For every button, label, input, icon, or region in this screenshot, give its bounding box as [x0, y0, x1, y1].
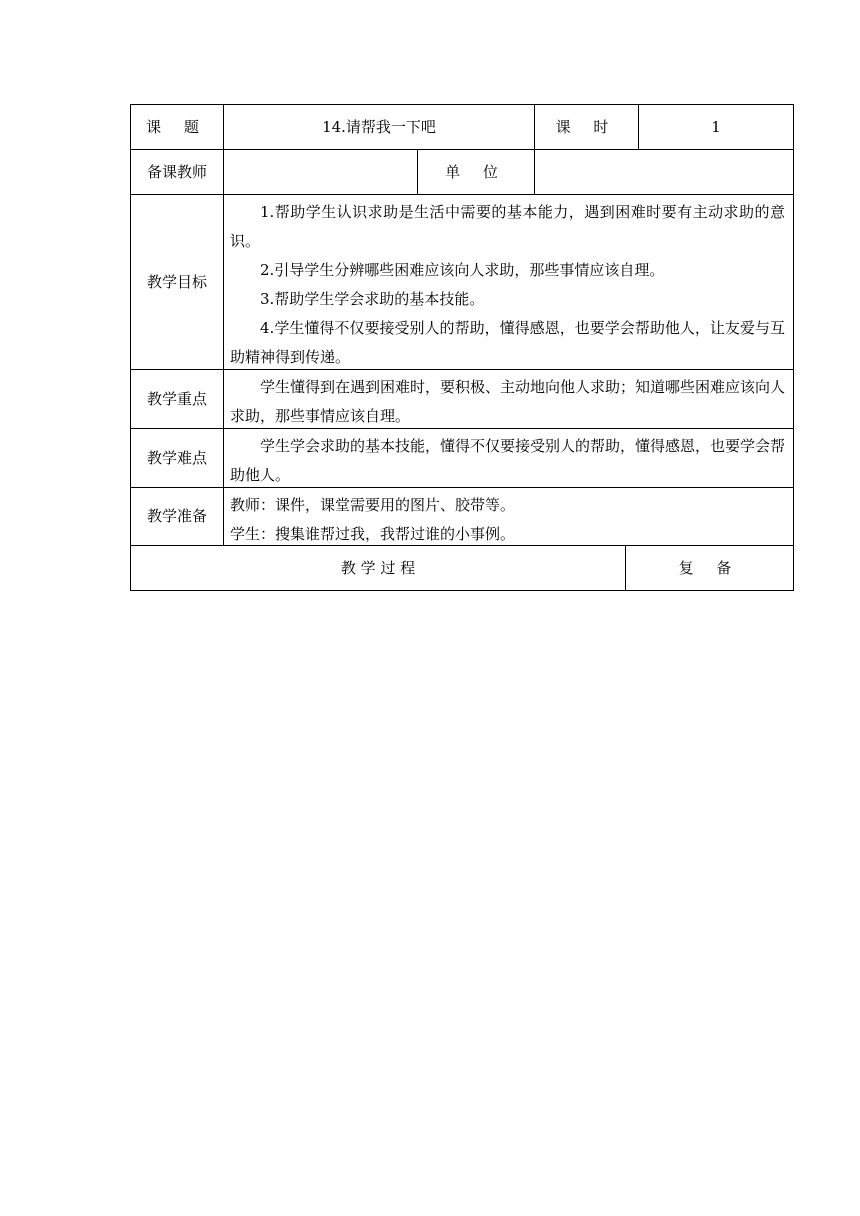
preparation-content — [223, 488, 793, 545]
topic-label-text: 课 题 — [146, 117, 208, 136]
objective-item: 1.帮助学生认识求助是生活中需要的基本能力，遇到困难时要有主动求助的意识。 — [230, 203, 785, 250]
review-label-text: 复 备 — [678, 558, 741, 577]
objectives-row — [130, 195, 794, 370]
teacher-value — [223, 150, 417, 194]
preparation-row — [130, 488, 794, 546]
difficulties-label: 教学难点 — [146, 448, 207, 467]
preparation-line: 学生：搜集谁帮过我，我帮过谁的小事例。 — [230, 525, 516, 543]
teacher-label: 备课教师 — [146, 162, 207, 181]
difficulties-text: 学生学会求助的基本技能，懂得不仅要接受别人的帮助，懂得感恩，也要学会帮助他人。 — [230, 437, 786, 484]
topic-row — [130, 104, 794, 150]
key-points-content — [223, 370, 793, 428]
preparation-line: 教师：课件，课堂需要用的图片、胶带等。 — [230, 496, 516, 514]
preparation-label: 教学准备 — [146, 507, 207, 525]
unit-value — [534, 150, 793, 194]
unit-label-text: 单 位 — [445, 162, 507, 181]
objective-item: 3.帮助学生学会求助的基本技能。 — [260, 290, 485, 308]
review-label — [625, 546, 793, 590]
key-points-label: 教学重点 — [146, 389, 207, 408]
key-points-row — [130, 370, 794, 429]
objective-item: 4.学生懂得不仅要接受别人的帮助，懂得感恩，也要学会帮助他人，让友爱与互助精神得到传递。 — [230, 319, 785, 366]
topic-label — [131, 105, 223, 149]
objectives-label: 教学目标 — [146, 272, 207, 291]
period-value: 1 — [638, 105, 793, 149]
process-row — [130, 546, 794, 591]
period-label — [534, 105, 638, 149]
teacher-row — [130, 150, 794, 195]
difficulties-content — [223, 429, 793, 487]
objective-item: 2.引导学生分辨哪些困难应该向人求助，那些事情应该自理。 — [260, 261, 665, 279]
lesson-plan-table — [130, 104, 794, 591]
unit-label — [417, 150, 534, 194]
process-label: 教 学 过 程 — [340, 558, 416, 577]
period-label-text: 课 时 — [555, 117, 618, 136]
key-points-text: 学生懂得到在遇到困难时，要积极、主动地向他人求助；知道哪些困难应该向人求助，那些事情应该自理。 — [230, 378, 786, 425]
topic-value: 14.请帮我一下吧 — [223, 105, 534, 149]
difficulties-row — [130, 429, 794, 488]
objectives-content — [223, 195, 793, 369]
